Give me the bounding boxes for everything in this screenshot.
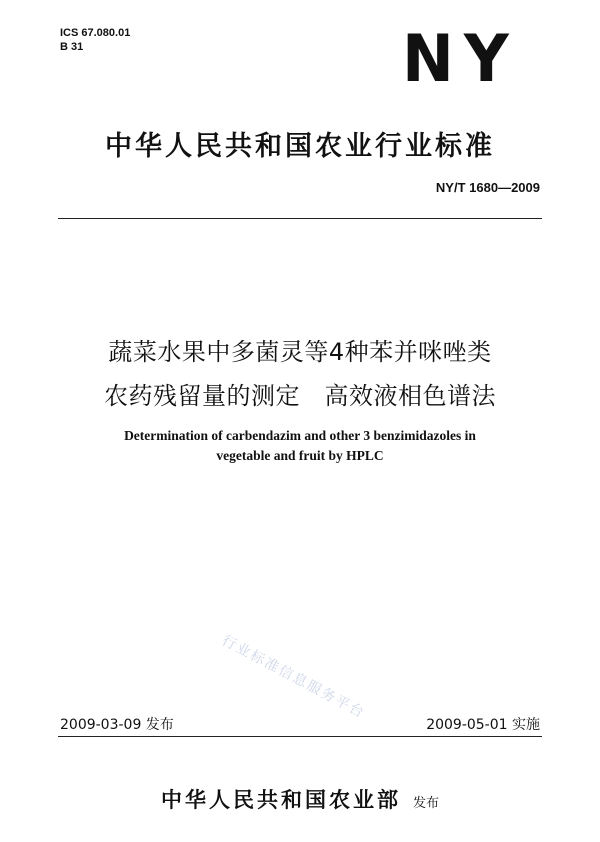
standard-number: NY/T 1680—2009 [435, 180, 540, 195]
publisher-name: 中华人民共和国农业部 [160, 788, 401, 812]
publisher-verb: 发布 [412, 796, 439, 811]
implementation-date: 2009-05-01 实施 [426, 717, 540, 733]
organization-title: 中华人民共和国农业行业标准 [105, 131, 495, 162]
issue-date: 2009-03-09 发布 [60, 717, 174, 733]
classification-codes [60, 26, 130, 54]
ny-logo: NY [402, 20, 519, 97]
title-en-line1: Determination of carbendazim and other 3 benzimidazoles in [124, 428, 476, 443]
publisher [0, 784, 600, 814]
title-en-line2: vegetable and fruit by HPLC [216, 448, 384, 463]
title-cn-line2: 农药残留量的测定 高效液相色谱法 [104, 382, 496, 410]
ccs-code: B 31 [60, 41, 84, 53]
top-divider [58, 218, 542, 219]
title-cn-line1: 蔬菜水果中多菌灵等4种苯并咪唑类 [108, 338, 492, 366]
bottom-divider [58, 736, 542, 737]
watermark: 行业标准信息服务平台 [219, 632, 368, 722]
ics-code: ICS 67.080.01 [60, 27, 131, 39]
